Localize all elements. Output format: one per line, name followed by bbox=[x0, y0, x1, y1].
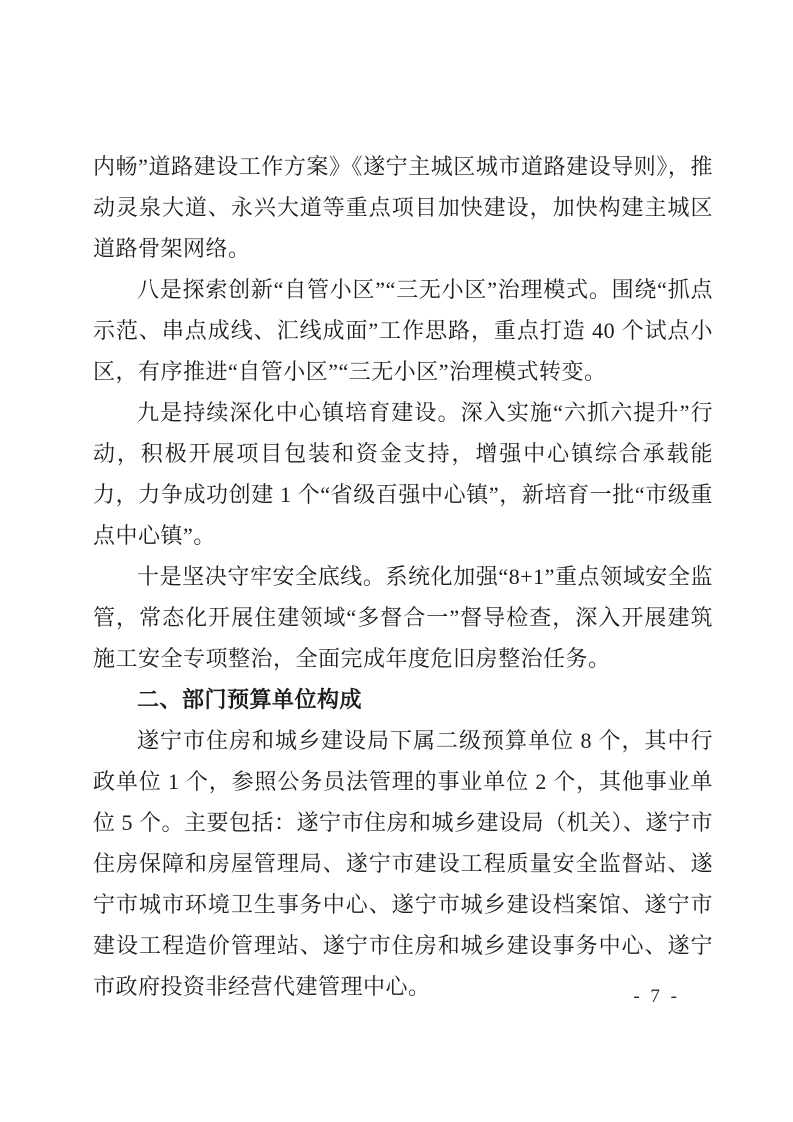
page-number: - 7 - bbox=[633, 986, 680, 1007]
section-heading-budget-unit-composition: 二、部门预算单位构成 bbox=[137, 687, 363, 712]
page-footer bbox=[633, 986, 680, 1008]
paragraph-ten-safety-bottom-line: 十是坚决守牢安全底线。系统化加强“8+1”重点领域安全监管，常态化开展住建领域“多督合一”督导检查，深入开展建筑施工安全专项整治，全面完成年度危旧房整治任务。 bbox=[93, 564, 713, 671]
paragraph-road-construction: 内畅”道路建设工作方案》《遂宁主城区城市道路建设导则》，推动灵泉大道、永兴大道等重点项目加快建设，加快构建主城区道路骨架网络。 bbox=[93, 154, 713, 261]
document-body bbox=[93, 146, 713, 1007]
paragraph-nine-central-town-cultivation: 九是持续深化中心镇培育建设。深入实施“六抓六提升”行动，积极开展项目包装和资金支持，增强中心镇综合承载能力，力争成功创建 1 个“省级百强中心镇”，新培育一批“市级重点中心镇”。 bbox=[93, 400, 713, 548]
paragraph-budget-unit-list: 遂宁市住房和城乡建设局下属二级预算单位 8 个，其中行政单位 1 个，参照公务员法管理的事业单位 2 个，其他事业单位 5 个。主要包括：遂宁市住房和城乡建设局（机关）、遂宁市住房保障和房屋管理局、遂宁市建设工程质量安全监督站、遂宁市城市环境卫生事务中心、遂宁市城乡建设档案馆、遂宁市建设工程造价管理站、遂宁市住房和城乡建设事务中心、遂宁市政府投资非经营代建管理中心。 bbox=[93, 728, 714, 999]
paragraph-eight-community-governance: 八是探索创新“自管小区”“三无小区”治理模式。围绕“抓点示范、串点成线、汇线成面”工作思路，重点打造 40 个试点小区，有序推进“自管小区”“三无小区”治理模式转变。 bbox=[93, 277, 713, 384]
